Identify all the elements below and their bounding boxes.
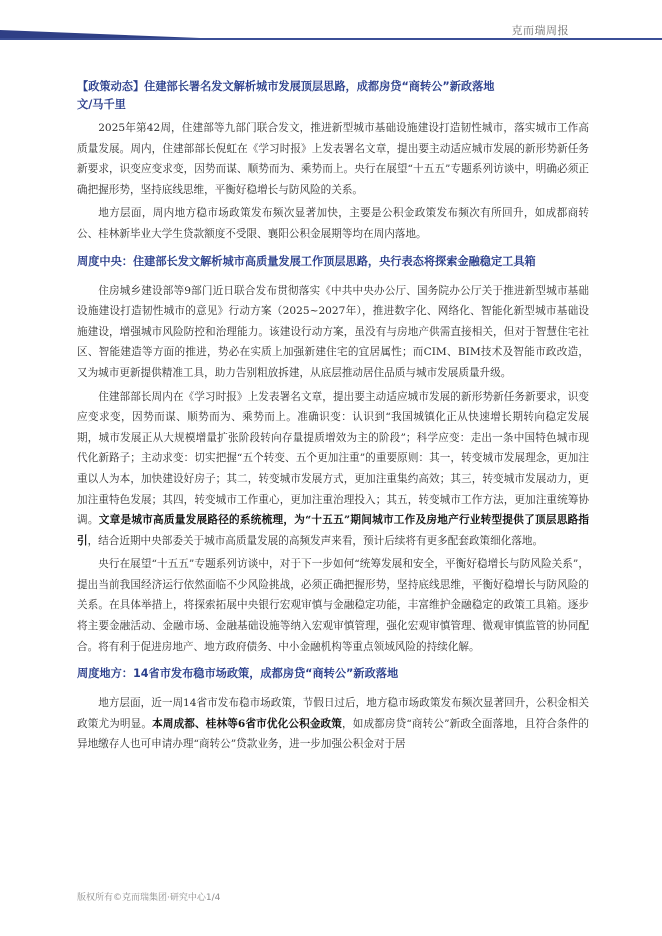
local-paragraph-1-text: 地方层面，近一周14省市发布稳市场政策，节假日过后，地方稳市场政策发布频次显著回升，公积金相关政策尤为明显。 <box>77 697 589 730</box>
header-rule <box>0 38 662 40</box>
section-heading-central: 周度中央：住建部长发文解析城市高质量发展工作顶层思路，央行表态将探索金融稳定工具箱 <box>77 254 536 268</box>
article-title: 【政策动态】住建部长署名发文解析城市发展顶层思路，成都房贷“商转公”新政落地 <box>77 80 495 93</box>
central-paragraph-1: 住房城乡建设部等9部门近日联合发布贯彻落实《中共中央办公厅、国务院办公厅关于推进新型城市基础设施建设打造韧性城市的意见》行动方案（2025~2027年），推进数字化、网络化、智能化新型城市基础设施建设，增强城市风险防控和治理能力。该建设行动方案，虽没有与房地产供需直接相关，但对于智慧住宅社区、智能建造等方面的推进，势必在实质上加强新建住宅的宜居属性；而CIM、BIM技术及智能市政改造，又为城市更新提供精准工具，助力告别粗放拆建，从底层推动居住品质与城市发展质量升级。 <box>77 284 589 379</box>
central-paragraph-2-bold: 文章是城市高质量发展路径的系统梳理，为“十五五”期间城市工作及房地产行业转型提供了顶层思路指引 <box>77 514 590 547</box>
page-footer: 版权所有©克而瑞集团·研究中心1/4 <box>77 893 221 903</box>
local-paragraph-1-tail: ，如成都房贷“商转公”新政全面落地，且符合条件的异地缴存人也可申请办理“商转公”贷款业务，进一步加强公积金对于居 <box>77 717 589 751</box>
central-paragraph-3: 央行在展望“十五五”专题系列访谈中，对于下一步如何“统筹发展和安全，平衡好稳增长与防风险关系”，提出当前我国经济运行依然面临不少风险挑战，必须正确把握形势，坚持底线思维，平衡好稳增长与防风险的关系。在具体举措上，将探索拓展中央银行宏观审慎与金融稳定功能，丰富维护金融稳定的政策工具箱。逐步将主要金融活动、金融市场、金融基础设施等纳入宏观审慎管理，强化宏观审慎管理、微观审慎监管的协同配合。将有利于促进房地产、地方政府债务、中小金融机构等重点领域风险的持续化解。 <box>77 558 589 653</box>
header-brand: 克而瑞周报 <box>511 24 569 37</box>
local-paragraph-1 <box>77 693 589 755</box>
central-paragraph-2-tail: ，结合近期中央部委关于城市高质量发展的高频发声来看，预计后续将有更多配套政策细化落地。 <box>87 534 544 547</box>
section-heading-local: 周度地方：14省市发布稳市场政策，成都房贷“商转公”新政落地 <box>77 667 399 681</box>
local-paragraph-1-bold: 本周成都、桂林等6省市优化公积金政策 <box>152 717 342 730</box>
header-accent-wedge <box>0 30 200 38</box>
central-paragraph-2 <box>77 387 589 552</box>
article-author: 文/马千里 <box>77 98 126 111</box>
intro-paragraph-1: 2025年第42周，住建部等九部门联合发文，推进新型城市基础设施建设打造韧性城市，落实城市工作高质量发展。周内，住建部部长倪虹在《学习时报》上发表署名文章，提出要主动适应城市发展的新形势新任务新要求，识变应变求变，因势而谋、顺势而为、乘势而上。央行在展望“十五五”专题系列访谈中，明确必须正确把握形势，坚持底线思维，平衡好稳增长与防风险的关系。 <box>77 122 589 196</box>
central-paragraph-2-text: 住建部部长周内在《学习时报》上发表署名文章，提出要主动适应城市发展的新形势新任务新要求，识变应变求变，因势而谋、顺势而为、乘势而上。准确识变：认识到“我国城镇化正从快速增长期转向稳定发展期，城市发展正从大规模增量扩张阶段转向存量提质增效为主的阶段”；科学应变：走出一条中国特色城市现代化新路子；主动求变：切实把握“五个转变、五个更加注重”的重要原则：其一，转变城市发展理念，更加注重以人为本，加快建设好房子；其二，转变城市发展方式，更加注重集约高效；其三，转变城市发展动力，更加注重特色发展；其四，转变城市工作重心，更加注重治理投入；其五，转变城市工作方法，更加注重统筹协调。 <box>77 390 589 527</box>
page-header <box>0 0 662 40</box>
article <box>77 78 589 758</box>
intro-paragraph-2: 地方层面，周内地方稳市场政策发布频次显著加快，主要是公积金政策发布频次有所回升，如成都商转公、桂林新毕业大学生贷款额度不受限、襄阳公积金展期等均在周内落地。 <box>77 207 589 240</box>
